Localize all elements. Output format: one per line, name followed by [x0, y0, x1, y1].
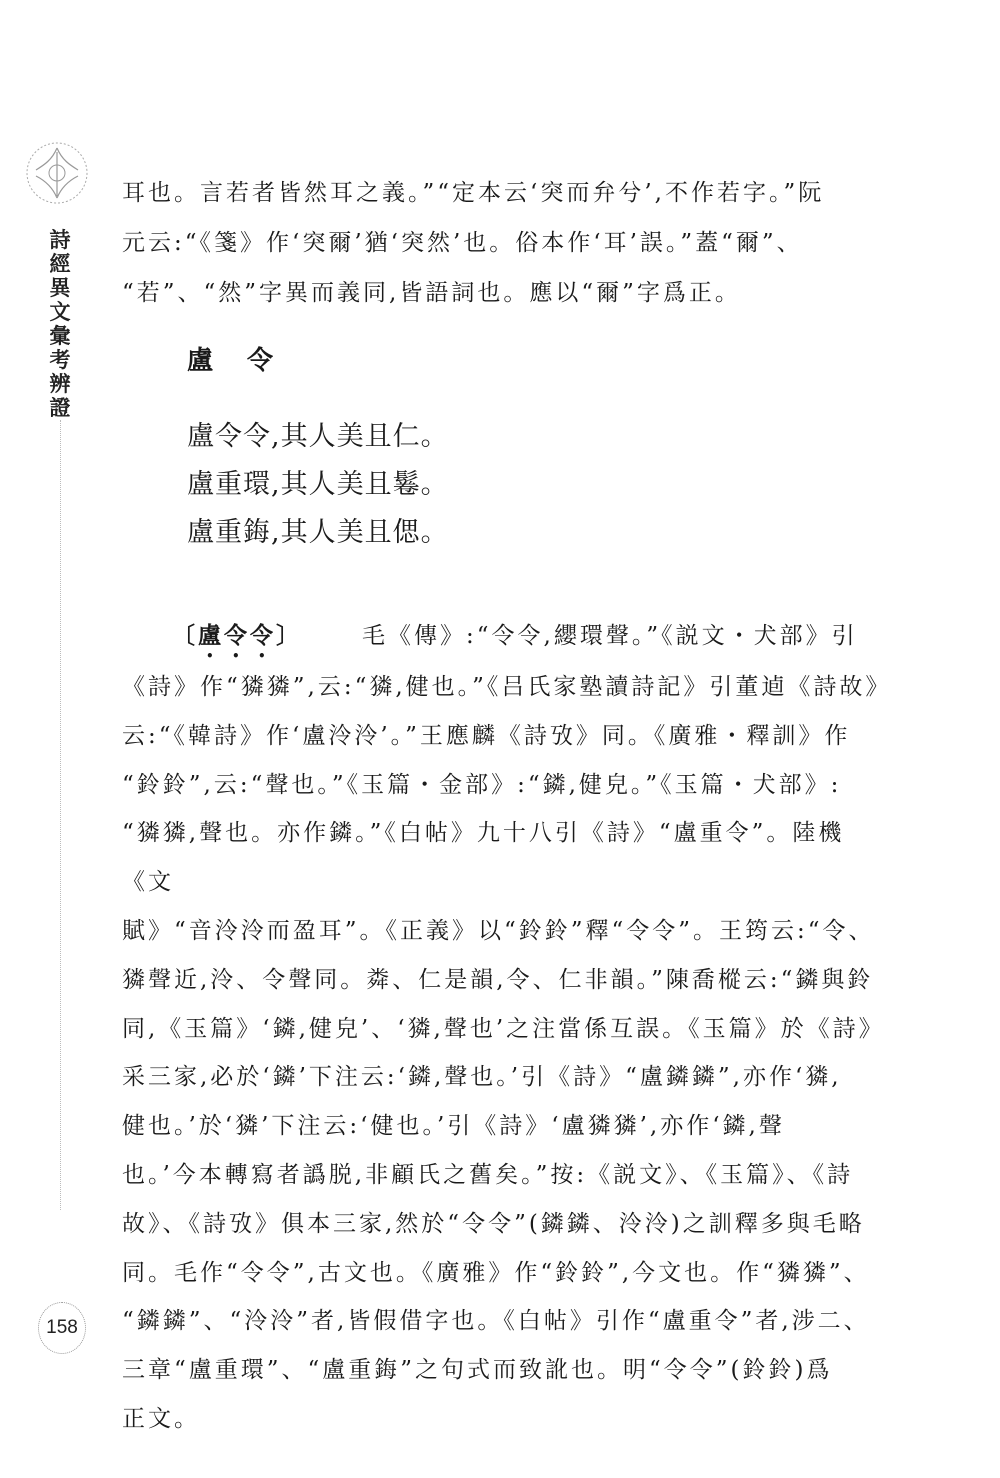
note-line: 健也。’於‘獜’下注云:‘健也。’引《詩》‘盧獜獜’,亦作‘鏻,聲	[122, 1113, 785, 1140]
headword-open: 〔	[172, 623, 198, 649]
headword: 盧令令	[198, 623, 276, 649]
paragraph-line: 元云:“《箋》作‘突爾’猶‘突然’也。俗本作‘耳’誤。”蓋“爾”、	[122, 230, 803, 256]
poem-line: 盧重鋂,其人美且偲。	[187, 517, 449, 548]
note-first-line	[122, 612, 892, 663]
running-title: 詩經異文彙考辨證	[49, 228, 71, 420]
note-line: 三章“盧重環”、“盧重鋂”之句式而致訛也。明“令令”(鈴鈴)爲	[122, 1357, 833, 1384]
note-line: 同,《玉篇》‘鏻,健皃’、‘獜,聲也’之注當係互誤。《玉篇》於《詩》	[122, 1015, 885, 1042]
paragraph-line: “若”、“然”字異而義同,皆語詞也。應以“爾”字爲正。	[122, 280, 741, 306]
note-line: 毛《傳》:“令令,纓環聲。”《説文・犬部》引	[362, 623, 858, 649]
page-number: 158	[38, 1302, 86, 1354]
section-title: 盧令	[187, 346, 308, 376]
note-line: “鏻鏻”、“泠泠”者,皆假借字也。《白帖》引作“盧重令”者,涉二、	[122, 1308, 870, 1335]
note-line: 也。’今本轉寫者譌脱,非顧氏之舊矣。”按:《説文》、《玉篇》、《詩	[122, 1161, 854, 1188]
paragraph-line: 耳也。言若者皆然耳之義。”“定本云‘突而弁兮’,不作若字。”阮	[122, 180, 825, 206]
margin-rule	[60, 420, 61, 1210]
commentary-note	[122, 612, 892, 1444]
headword-close: 〕	[276, 623, 302, 649]
note-line: 采三家,必於‘鏻’下注云:‘鏻,聲也。’引《詩》“盧鏻鏻”,亦作‘獜,	[122, 1064, 842, 1091]
note-line: 同。毛作“令令”,古文也。《廣雅》作“鈴鈴”,今文也。作“獜獜”、	[122, 1259, 870, 1286]
note-line: 正文。	[122, 1405, 200, 1432]
floral-roundel-icon	[24, 140, 90, 206]
note-line: 獜聲近,泠、令聲同。粦、仁是韻,令、仁非韻。”陳喬樅云:“鏻與鈴	[122, 966, 874, 993]
note-line: “鈴鈴”,云:“聲也。”《玉篇・金部》:“鏻,健皃。”《玉篇・犬部》:	[122, 771, 842, 798]
poem	[187, 413, 449, 557]
note-line: 云:“《韓詩》作‘盧泠泠’。”王應麟《詩攷》同。《廣雅・釋訓》作	[122, 722, 851, 749]
paragraph-top	[122, 168, 892, 318]
poem-line: 盧令令,其人美且仁。	[187, 421, 449, 452]
note-line: 《詩》作“獜獜”,云:“獜,健也。”《吕氏家塾讀詩記》引董逌《詩故》	[122, 674, 892, 700]
note-line: 故》、《詩攷》俱本三家,然於“令令”(鏻鏻、泠泠)之訓釋多與毛略	[122, 1210, 865, 1237]
note-line: “獜獜,聲也。亦作鏻。”《白帖》九十八引《詩》“盧重令”。陸機《文	[122, 820, 845, 896]
note-line: 賦》“音泠泠而盈耳”。《正義》以“鈴鈴”釋“令令”。王筠云:“令、	[122, 917, 875, 944]
poem-line: 盧重環,其人美且鬈。	[187, 469, 449, 500]
